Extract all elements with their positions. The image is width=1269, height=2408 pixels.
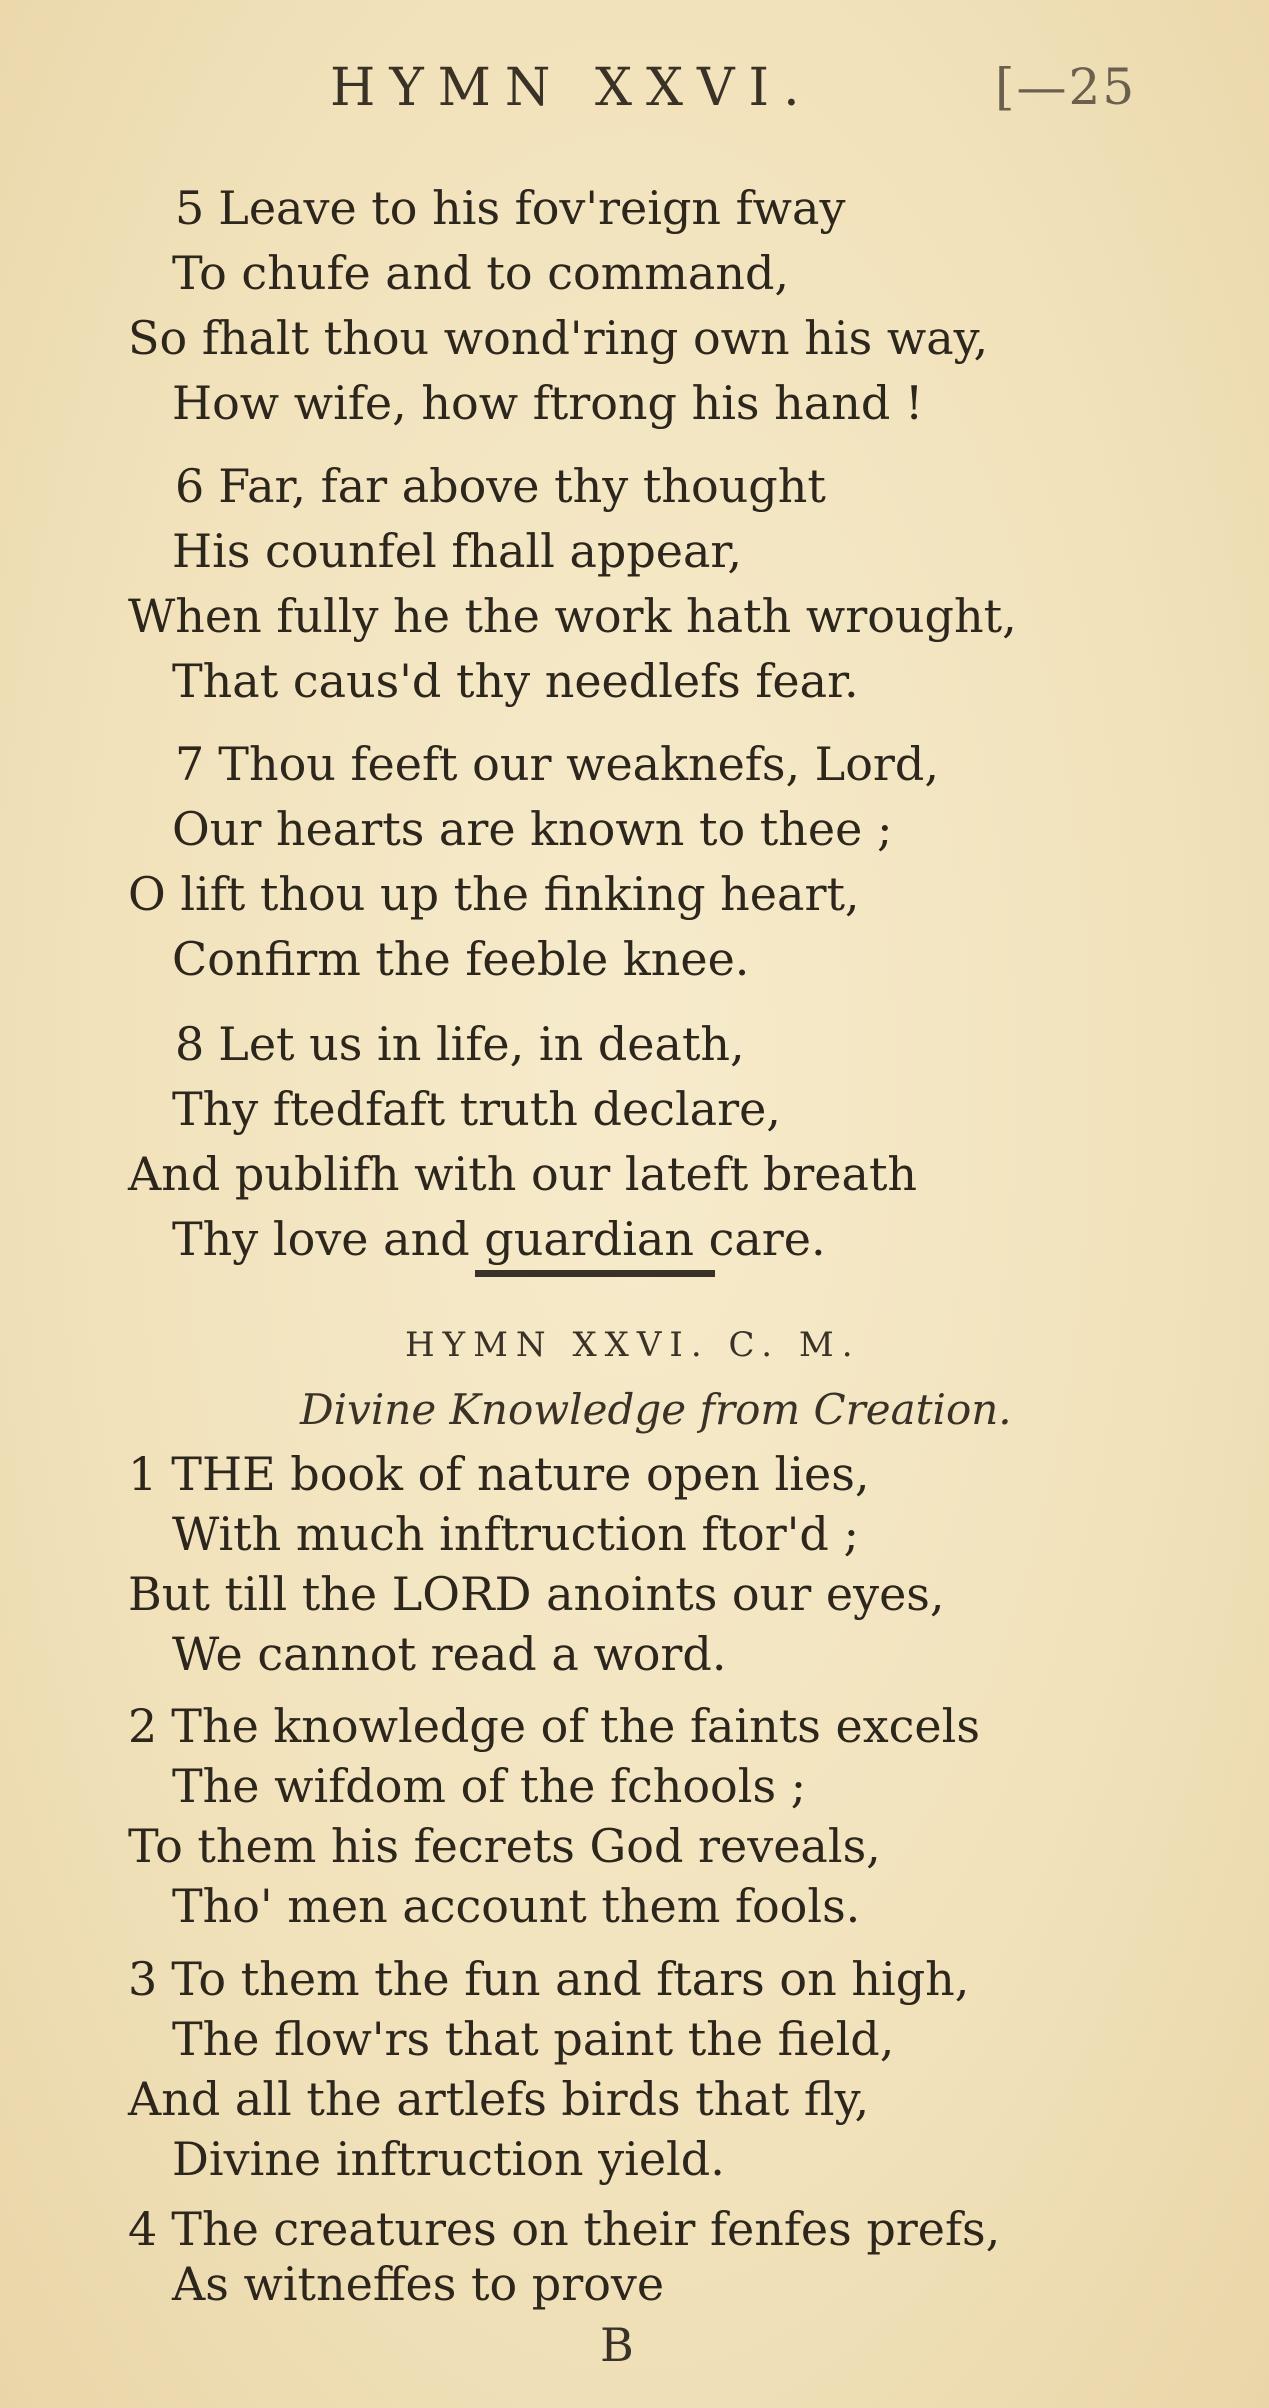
stanza-line: We cannot read a word. xyxy=(172,1627,727,1681)
stanza-line xyxy=(128,2203,1000,2255)
stanza-line: Thy ftedfaft truth declare, xyxy=(172,1082,781,1136)
stanza-number: 4 xyxy=(128,2202,158,2256)
page-number: [—25 xyxy=(995,58,1137,116)
line-text: The creatures on their fenfes prefs, xyxy=(171,2202,1001,2256)
stanza-line: But till the LORD anoints our eyes, xyxy=(128,1567,945,1621)
stanza-line: His counfel fhall appear, xyxy=(172,524,742,578)
stanza-line: When fully he the work hath wrought, xyxy=(128,589,1017,643)
stanza-number: 8 xyxy=(175,1017,205,1071)
section-heading: HYMN XXVI. C. M. xyxy=(405,1325,861,1365)
stanza-line: To chufe and to command, xyxy=(172,246,790,300)
stanza-line xyxy=(175,182,845,234)
stanza-line: And all the artlefs birds that fly, xyxy=(128,2072,870,2126)
stanza-number: 5 xyxy=(175,181,205,235)
stanza-number: 1 xyxy=(128,1447,158,1501)
stanza-line xyxy=(175,738,939,790)
stanza-line xyxy=(175,460,826,512)
stanza-line: Divine inftruction yield. xyxy=(172,2132,725,2186)
stanza-number: 6 xyxy=(175,459,205,513)
stanza-line xyxy=(128,1448,869,1500)
section-divider-rule xyxy=(475,1270,715,1277)
line-text: Far, far above thy thought xyxy=(218,459,826,513)
line-text: Let us in life, in death, xyxy=(218,1017,745,1071)
stanza-line: The flow'rs that paint the field, xyxy=(172,2012,895,2066)
signature-mark: B xyxy=(600,2318,634,2372)
stanza-line: So fhalt thou wond'ring own his way, xyxy=(128,311,989,365)
stanza-number: 7 xyxy=(175,737,205,791)
line-text: To them the fun and ftars on high, xyxy=(171,1952,970,2006)
stanza-line: Confirm the feeble knee. xyxy=(172,932,750,986)
running-head: HYMN XXVI. xyxy=(330,58,814,118)
stanza-line: And publifh with our lateft breath xyxy=(128,1147,918,1201)
line-text: Thou feeft our weaknefs, Lord, xyxy=(218,737,939,791)
stanza-line: Our hearts are known to thee ; xyxy=(172,802,893,856)
stanza-line: Thy love and guardian care. xyxy=(172,1212,826,1266)
stanza-line xyxy=(175,1018,745,1070)
line-text: The knowledge of the faints excels xyxy=(171,1699,980,1753)
section-subtitle: Divine Knowledge from Creation. xyxy=(300,1385,1012,1434)
stanza-line: As witneffes to prove xyxy=(172,2257,665,2311)
line-text: Leave to his fov'reign fway xyxy=(218,181,846,235)
stanza-line: That caus'd thy needlefs fear. xyxy=(172,654,859,708)
stanza-line: How wife, how ftrong his hand ! xyxy=(172,376,924,430)
stanza-line: To them his fecrets God reveals, xyxy=(128,1819,881,1873)
stanza-line xyxy=(128,1953,969,2005)
line-text: THE book of nature open lies, xyxy=(171,1447,870,1501)
stanza-number: 2 xyxy=(128,1699,158,1753)
stanza-number: 3 xyxy=(128,1952,158,2006)
stanza-line xyxy=(128,1700,980,1752)
stanza-line: O lift thou up the finking heart, xyxy=(128,867,860,921)
stanza-line: The wifdom of the fchools ; xyxy=(172,1759,807,1813)
stanza-line: With much inftruction ftor'd ; xyxy=(172,1507,859,1561)
stanza-line: Tho' men account them fools. xyxy=(172,1879,861,1933)
